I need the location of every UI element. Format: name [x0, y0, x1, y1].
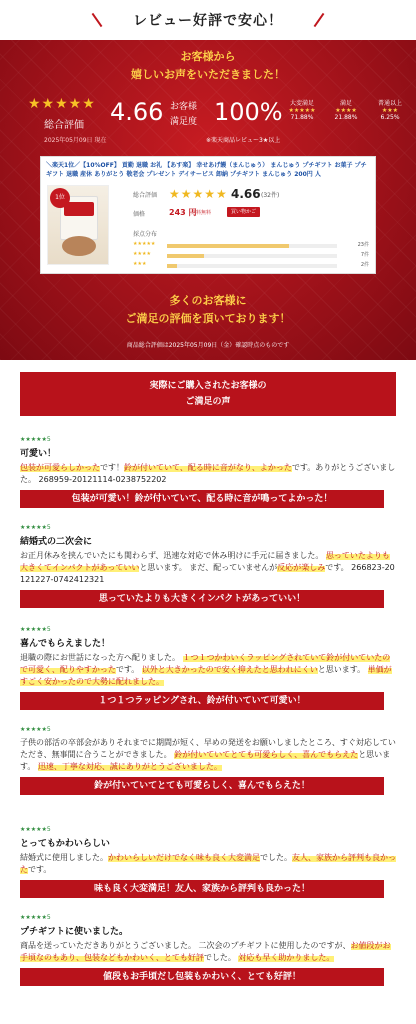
review-text: 商品を送っていただきありがとうございました。 二次会のプチギフトに使用したのですが、: [20, 941, 351, 950]
reviews-header-2: ご満足の声: [185, 397, 231, 407]
card-stars-icon: ★★★★★: [169, 187, 228, 201]
review-text: お正月休みを挟んでいたにも関わらず、迅速な対応で休み明けに手元に届きました。: [20, 551, 326, 560]
review-highlight: お値段がお手頃なのもあり、包装などもかわいく、とても好評: [20, 941, 391, 962]
review-highlight: 単価がすごく安かったので大勢に配れました。: [20, 665, 392, 686]
satisfaction-percent: 100%: [214, 98, 283, 126]
distribution-track: [167, 244, 337, 248]
distribution-stars-icon: ★★★★★: [133, 241, 156, 247]
breakdown-percent: 6.25%: [380, 114, 400, 121]
satisfaction-label-1: お客様: [170, 102, 198, 112]
review-summary-banner: 鈴が付いていてとても可愛らしく、喜んでもらえた！: [20, 777, 384, 795]
review-stars-icon: ★★★★★5: [20, 914, 51, 921]
review-stars-icon: ★★★★★5: [20, 726, 51, 733]
rating-date: 2025年05月09日 現在: [44, 137, 107, 144]
review-title: プチギフトに使いました。: [20, 927, 129, 937]
review-title: とってもかわいらしい: [20, 839, 110, 849]
review-title: 結婚式の二次会に: [20, 537, 93, 547]
card-price-label: 価格: [133, 211, 146, 218]
review-highlight: 包装が可愛らしかった: [20, 463, 100, 472]
review-text: 結婚式に使用しました。: [20, 853, 108, 862]
review-summary-banner: 値段もお手頃だし包装もかわいく、とても好評！: [20, 968, 384, 986]
review-text: です。: [115, 665, 142, 674]
review-body: [20, 852, 396, 876]
card-distribution-label: 採点分布: [133, 231, 158, 238]
review-text: でした。: [260, 853, 292, 862]
section-title: レビュー好評で安心！: [133, 13, 283, 29]
review-text: と思います。: [20, 750, 391, 771]
distribution-count: 23件: [357, 242, 369, 248]
review-text: です。: [28, 865, 52, 874]
overall-score: 4.66: [110, 98, 164, 126]
distribution-row: [133, 251, 369, 260]
review-text: 子供の部活の卒部会がありそれまでに期間が短く、早めの発送をお願いしましたところ、すぐ対応していただき、無事間に合うことができました。: [20, 738, 396, 759]
distribution-fill: [167, 244, 289, 248]
rating-distribution: [133, 241, 369, 271]
review-item: [20, 826, 396, 898]
review-summary-banner: 思っていたよりも大きくインパクトがあっていい！: [20, 590, 384, 608]
review-stars-icon: ★★★★★5: [20, 524, 51, 531]
bag-label-shape: [64, 202, 94, 216]
review-body: [20, 652, 396, 688]
breakdown-item: [326, 98, 366, 121]
rating-breakdown: [282, 98, 410, 121]
review-body: [20, 940, 396, 964]
review-text: 退職の際にお世話になった方へ配りました。: [20, 653, 183, 662]
product-title-link[interactable]: ＼楽天1位／【10%OFF】 貢勤 退職 お礼 【あす楽】 幸せあげ饅（まんじゅう） まんじゅう プチギフト お菓子 プチギフト 退職 産休 ありがとう 敬老会 プレゼント デイサービス 卸納 プチギフト まんじゅう 200円 人: [46, 162, 367, 178]
rating-panel: [0, 40, 416, 360]
reviews-header-1: 実際にご購入されたお客様の: [149, 381, 267, 391]
product-image[interactable]: [47, 185, 109, 265]
distribution-fill: [167, 264, 177, 268]
review-text: と思います。 まだ、配っていませんが: [139, 563, 278, 572]
review-stars-icon: ★★★★★5: [20, 436, 51, 443]
breakdown-item: [370, 98, 410, 121]
review-highlight: 対応も早く助かりました。: [238, 953, 335, 962]
overall-stars-icon: ★★★★★: [28, 96, 96, 112]
hero-footer-2: ご満足の評価を頂いております！: [125, 312, 291, 325]
breakdown-label: 大変満足: [289, 100, 314, 107]
breakdown-label: 普通以上: [377, 100, 402, 107]
distribution-row: [133, 241, 369, 250]
review-item: [20, 524, 396, 608]
breakdown-item: [282, 98, 322, 121]
review-text: です！: [100, 463, 124, 472]
reviews-section: [20, 372, 396, 1024]
review-item: [20, 914, 396, 986]
card-rating-label: 総合評価: [133, 192, 158, 199]
review-body: [20, 462, 396, 486]
review-highlight: 鈴が付いていて、配る時に音がなり、よかった: [124, 463, 292, 472]
review-title: 喜んでもらえました！: [20, 639, 111, 649]
review-highlight: 迅速、丁寧な対応、誠にありがとうございました。: [37, 762, 222, 771]
card-price: 243 円: [169, 208, 197, 217]
distribution-track: [167, 254, 337, 258]
distribution-fill: [167, 254, 204, 258]
hero-footer-1: 多くのお客様に: [169, 294, 247, 307]
distribution-stars-icon: ★★★: [133, 261, 147, 267]
breakdown-stars-icon: ★★★★★: [288, 107, 316, 114]
review-item: [20, 726, 396, 795]
review-highlight: １つ１つかわいくラッピングされていて鈴が付いていたので可愛く、配りやすかった: [20, 653, 391, 674]
breakdown-stars-icon: ★★★: [381, 107, 399, 114]
breakdown-percent: 21.88%: [334, 114, 358, 121]
card-review-count[interactable]: (32件): [261, 192, 280, 199]
rank-badge: 1位: [50, 188, 70, 208]
distribution-stars-icon: ★★★★: [133, 251, 151, 257]
review-item: [20, 436, 396, 508]
review-text: です。ありがとうございました。 268959-20121114-0238752202: [20, 463, 396, 484]
distribution-row: [133, 261, 369, 270]
breakdown-percent: 71.88%: [290, 114, 314, 121]
slash-left-decoration: [92, 13, 103, 27]
distribution-track: [167, 264, 337, 268]
rakuten-note: ※楽天商品レビュー3★以上: [206, 137, 281, 144]
review-summary-banner: １つ１つラッピングされ、鈴が付いていて可愛い！: [20, 692, 384, 710]
review-highlight: 鈴が付いていてとても可愛らしく、喜んでもらえた: [174, 750, 359, 759]
review-text: です。 266823-20121227-0742412321: [20, 563, 395, 584]
distribution-count: 7件: [360, 252, 369, 258]
review-stars-icon: ★★★★★5: [20, 626, 51, 633]
hero-headline-2: 嬉しいお声をいただきました！: [131, 68, 285, 81]
review-highlight: 以外と大きかったので安く抑えたと思われにくい: [141, 665, 318, 674]
slash-right-decoration: [314, 13, 325, 27]
review-summary-banner: 味も良く大変満足！友人、家族から評判も良かった！: [20, 880, 384, 898]
review-highlight: 思っていたよりも大きくてインパクトがあっていい: [20, 551, 390, 572]
review-text: と思います。: [317, 665, 368, 674]
manju-shape: [62, 236, 96, 256]
satisfaction-label-2: 満足度: [170, 117, 198, 127]
product-card[interactable]: [40, 156, 376, 274]
review-body: [20, 737, 396, 773]
review-highlight: 友人、家族から評判も良かった: [20, 853, 396, 874]
add-to-cart-button[interactable]: 買い物かご: [227, 207, 260, 217]
review-highlight: かわいらしいだけでなく味も良く大変満足: [108, 853, 260, 862]
review-body: [20, 550, 396, 586]
review-summary-banner: 包装が可愛い！鈴が付いていて、配る時に音が鳴ってよかった！: [20, 490, 384, 508]
review-title: 可愛い！: [20, 449, 57, 459]
review-stars-icon: ★★★★★5: [20, 826, 51, 833]
distribution-count: 2件: [360, 262, 369, 268]
review-text: でした。: [203, 953, 239, 962]
card-shipping: 送料無料: [191, 210, 212, 216]
breakdown-label: 満足: [339, 100, 352, 107]
reviews-header: [20, 372, 396, 416]
hero-footer-note: 商品総合評価は2025年05月09日（金）確認時点のものです: [126, 342, 290, 349]
review-highlight: 反応が楽しみ: [277, 563, 326, 572]
section-header: [0, 0, 416, 40]
satisfaction-label: [170, 100, 197, 130]
breakdown-stars-icon: ★★★★: [335, 107, 357, 114]
hero-headline-1: お客様から: [180, 50, 236, 63]
card-score: 4.66: [231, 187, 261, 201]
review-item: [20, 626, 396, 710]
overall-label: 総合評価: [44, 120, 84, 131]
